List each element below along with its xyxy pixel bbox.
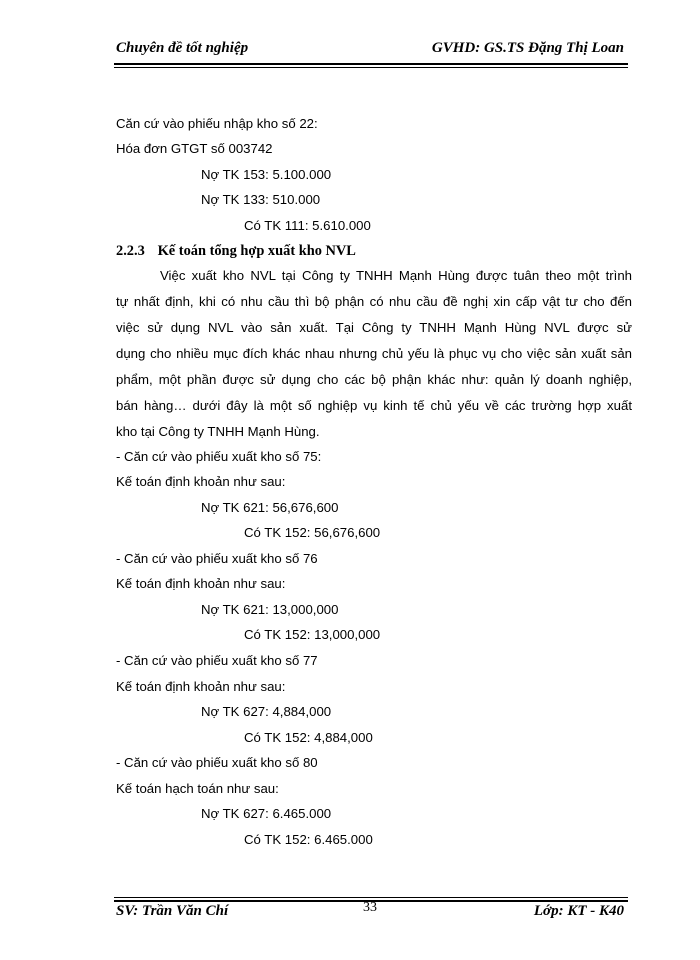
header-rule-thin bbox=[114, 67, 628, 68]
slip-77-note: Kế toán định khoản như sau: bbox=[116, 679, 286, 694]
section-title: Kế toán tổng hợp xuất kho NVL bbox=[157, 243, 356, 259]
paragraph-line: Việc xuất kho NVL tại Công ty TNHH Mạnh Hùng được tuân theo một trình bbox=[160, 268, 632, 283]
entry-credit-111: Có TK 111: 5.610.000 bbox=[244, 218, 371, 233]
slip-76-credit: Có TK 152: 13,000,000 bbox=[244, 627, 381, 642]
slip-77-credit: Có TK 152: 4,884,000 bbox=[244, 730, 373, 745]
page-number: 33 bbox=[363, 900, 377, 915]
slip-80-debit: Nợ TK 627: 6.465.000 bbox=[201, 806, 332, 821]
slip-80-note: Kế toán hạch toán như sau: bbox=[116, 781, 279, 796]
intro-line-1: Căn cứ vào phiếu nhập kho số 22: bbox=[116, 116, 318, 131]
slip-76-heading: - Căn cứ vào phiếu xuất kho số 76 bbox=[116, 551, 318, 566]
slip-75-note: Kế toán định khoản như sau: bbox=[116, 474, 286, 489]
paragraph-line: dụng cho nhiều mục đích khác nhau nhưng chủ yếu là phục vụ cho việc sản xuất sản bbox=[116, 346, 632, 361]
header-title: Chuyên đề tốt nghiệp bbox=[116, 40, 249, 56]
paragraph-line: kho tại Công ty TNHH Mạnh Hùng. bbox=[116, 424, 320, 439]
section-number: 2.2.3 bbox=[116, 243, 145, 259]
paragraph-line: việc sử dụng NVL vào sản xuất. Tại Công ty TNHH Mạnh Hùng NVL được sử bbox=[116, 320, 632, 335]
slip-75-credit: Có TK 152: 56,676,600 bbox=[244, 525, 381, 540]
entry-debit-133: Nợ TK 133: 510.000 bbox=[201, 192, 321, 207]
slip-77-debit: Nợ TK 627: 4,884,000 bbox=[201, 704, 332, 719]
section-heading bbox=[116, 243, 356, 260]
header-supervisor: GVHD: GS.TS Đặng Thị Loan bbox=[431, 40, 624, 56]
paragraph-line: phẩm, một phần được sử dụng cho các bộ phận khác như: quản lý doanh nghiệp, bbox=[116, 372, 632, 387]
slip-80-heading: - Căn cứ vào phiếu xuất kho số 80 bbox=[116, 755, 318, 770]
paragraph-line: tự nhất định, khi có nhu cầu thì bộ phận có nhu cầu đề nghị xin cấp vật tư cho đến bbox=[116, 294, 632, 309]
slip-75-heading: - Căn cứ vào phiếu xuất kho số 75: bbox=[116, 449, 322, 464]
footer-rule-thin bbox=[114, 897, 628, 898]
footer-student: SV: Trần Văn Chí bbox=[116, 903, 229, 919]
paragraph-line: bán hàng… dưới đây là một số nghiệp vụ kinh tế chủ yếu về các trường hợp xuất bbox=[116, 398, 632, 413]
slip-75-debit: Nợ TK 621: 56,676,600 bbox=[201, 500, 339, 515]
slip-80-credit: Có TK 152: 6.465.000 bbox=[244, 832, 373, 847]
footer-class: Lớp: KT - K40 bbox=[533, 903, 624, 919]
slip-76-note: Kế toán định khoản như sau: bbox=[116, 576, 286, 591]
slip-76-debit: Nợ TK 621: 13,000,000 bbox=[201, 602, 339, 617]
slip-77-heading: - Căn cứ vào phiếu xuất kho số 77 bbox=[116, 653, 318, 668]
intro-line-2: Hóa đơn GTGT số 003742 bbox=[116, 141, 273, 156]
entry-debit-153: Nợ TK 153: 5.100.000 bbox=[201, 167, 332, 182]
header-rule bbox=[114, 63, 628, 65]
